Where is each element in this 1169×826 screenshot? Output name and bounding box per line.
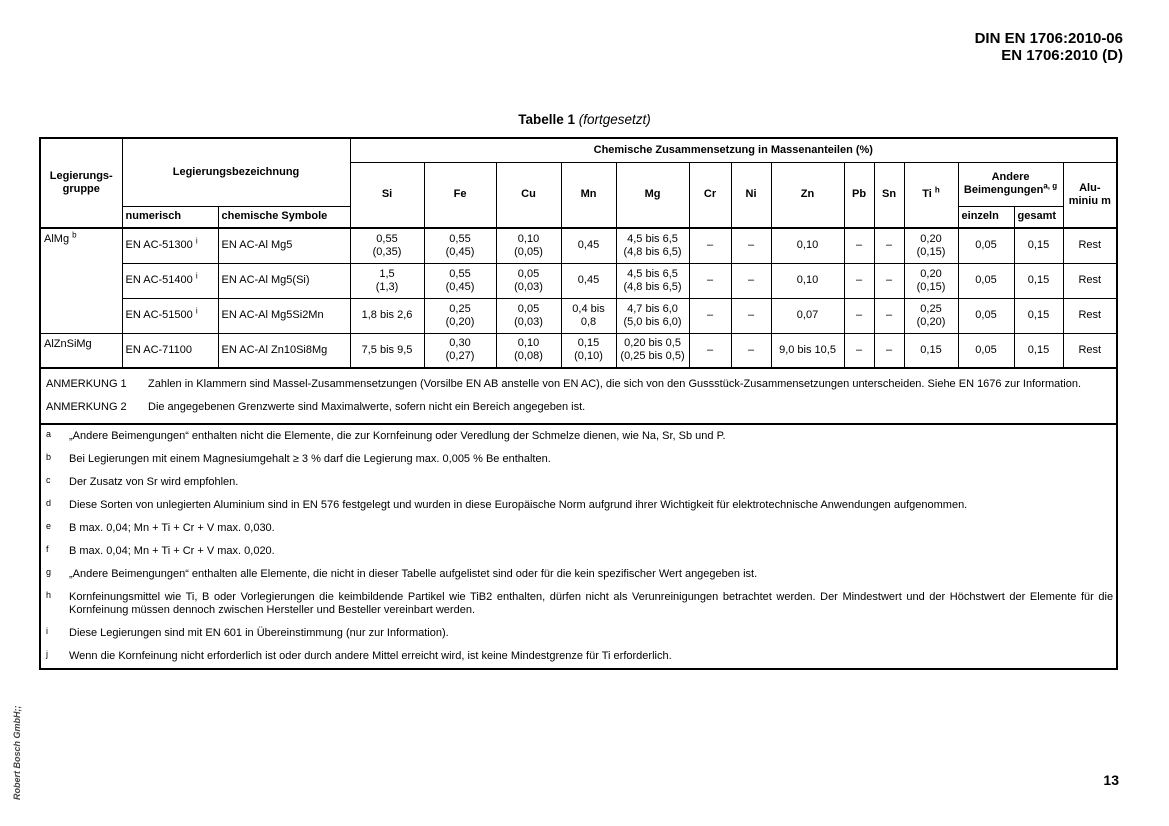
value-ti: 0,15 — [904, 333, 958, 368]
value-cu: 0,10 (0,08) — [496, 333, 561, 368]
header-element-sn: Sn — [874, 162, 904, 228]
alloy-symbols: EN AC-Al Mg5(Si) — [218, 263, 350, 298]
alloy-group: AlMg $^b$ — [40, 228, 122, 333]
footnote-mark: g — [46, 567, 52, 577]
table-caption — [0, 112, 1169, 127]
header-element-cr: Cr — [689, 162, 731, 228]
header-other-impurities: Andere Beimengungen$^{a, g}$ — [958, 162, 1063, 206]
header-group: Legierungs-gruppe — [40, 138, 122, 228]
value-ni: – — [731, 333, 771, 368]
footnote-text: B max. 0,04; Mn + Ti + Cr + V max. 0,020. — [69, 545, 275, 557]
footnote-mark: h — [46, 590, 52, 600]
footnote-ref: h — [934, 185, 940, 195]
footnote-mark: e — [46, 521, 52, 531]
value-total: 0,15 — [1014, 333, 1063, 368]
footnote-mark: d — [46, 498, 52, 508]
footnote — [40, 494, 1117, 517]
value-single: 0,05 — [958, 333, 1014, 368]
alloy-group: AlZnSiMg — [40, 333, 122, 368]
footnote-ref: i — [195, 236, 198, 246]
value-mg: 4,7 bis 6,0 (5,0 bis 6,0) — [616, 298, 689, 333]
value-single: 0,05 — [958, 228, 1014, 263]
value-cr: – — [689, 333, 731, 368]
value-zn: 0,10 — [771, 228, 844, 263]
value-single: 0,05 — [958, 298, 1014, 333]
alloy-symbols: EN AC-Al Mg5Si2Mn — [218, 298, 350, 333]
value-aluminium: Rest — [1063, 228, 1117, 263]
value-cr: – — [689, 228, 731, 263]
notes-block — [40, 368, 1117, 424]
header-element-mn: Mn — [561, 162, 616, 228]
value-ni: – — [731, 228, 771, 263]
alloy-numeric: EN AC-71100 — [122, 333, 218, 368]
value-cu: 0,05 (0,03) — [496, 298, 561, 333]
note — [46, 396, 1111, 419]
value-fe: 0,25 (0,20) — [424, 298, 496, 333]
value-mn: 0,45 — [561, 263, 616, 298]
value-ni: – — [731, 263, 771, 298]
header-chemical-symbols: chemische Symbole — [218, 206, 350, 228]
value-fe: 0,55 (0,45) — [424, 263, 496, 298]
footnote-text: Diese Sorten von unlegierten Aluminium sind in EN 576 festgelegt und wurden in diese Europäische Norm aufgrund ihrer Wichtigkeit für elektrotechnische Anwendungen aufgenommen. — [69, 499, 968, 511]
standard-id-en: EN 1706:2010 (D) — [1001, 47, 1123, 64]
footnote-text: Bei Legierungen mit einem Magnesiumgehalt ≥ 3 % darf die Legierung max. 0,005 % Be enthalten. — [69, 453, 551, 465]
note-label: ANMERKUNG 2 — [46, 401, 127, 413]
footnote — [40, 563, 1117, 586]
footnote-mark: j — [46, 649, 48, 659]
footnote-text: „Andere Beimengungen“ enthalten alle Elemente, die nicht in dieser Tabelle aufgelistet sind oder für die kein spezifischer Wert angegeben ist. — [69, 568, 758, 580]
value-zn: 0,10 — [771, 263, 844, 298]
header-total: gesamt — [1014, 206, 1063, 228]
footnote-ref: i — [195, 306, 198, 316]
value-zn: 0,07 — [771, 298, 844, 333]
header-single: einzeln — [958, 206, 1014, 228]
value-mg: 4,5 bis 6,5 (4,8 bis 6,5) — [616, 228, 689, 263]
footnote — [40, 622, 1117, 645]
value-fe: 0,30 (0,27) — [424, 333, 496, 368]
footnote-ref: a, g — [1043, 181, 1058, 191]
note-text: Zahlen in Klammern sind Massel-Zusammensetzungen (Vorsilbe EN AB anstelle von EN AC), die sich von den Gussstück-Zusammensetzungen unterscheiden. Siehe EN 1676 zur Information. — [148, 378, 1082, 390]
header-element-si: Si — [350, 162, 424, 228]
alloy-symbols: EN AC-Al Zn10Si8Mg — [218, 333, 350, 368]
value-single: 0,05 — [958, 263, 1014, 298]
value-cu: 0,10 (0,05) — [496, 228, 561, 263]
value-ni: – — [731, 298, 771, 333]
value-fe: 0,55 (0,45) — [424, 228, 496, 263]
value-ti: 0,20 (0,15) — [904, 228, 958, 263]
footnote-mark: i — [46, 626, 48, 636]
document-header — [975, 30, 1123, 64]
value-aluminium: Rest — [1063, 333, 1117, 368]
footnote-text: Kornfeinungsmittel wie Ti, B oder Vorlegierungen die keimbildende Partikel wie TiB2 enthalten, dürfen nicht als Verunreinigungen betrachtet werden. Der Mindestwert und der Höchstwert der Elemente für die Kornfeinung müssen dennoch zwischen Hersteller und Besteller vereinbart werden. — [69, 591, 1114, 616]
note-label: ANMERKUNG 1 — [46, 378, 127, 390]
footnote-text: B max. 0,04; Mn + Ti + Cr + V max. 0,030. — [69, 522, 275, 534]
page-number: 13 — [1103, 772, 1119, 788]
value-zn: 9,0 bis 10,5 — [771, 333, 844, 368]
value-mn: 0,4 bis 0,8 — [561, 298, 616, 333]
value-pb: – — [844, 298, 874, 333]
value-sn: – — [874, 263, 904, 298]
table-row — [40, 263, 1117, 298]
value-total: 0,15 — [1014, 298, 1063, 333]
header-element-cu: Cu — [496, 162, 561, 228]
footnote-ref: b — [72, 230, 77, 240]
value-aluminium: Rest — [1063, 263, 1117, 298]
watermark-side-text: Robert Bosch GmbH;; — [12, 705, 22, 800]
value-si: 7,5 bis 9,5 — [350, 333, 424, 368]
value-ti: 0,25 (0,20) — [904, 298, 958, 333]
value-cr: – — [689, 263, 731, 298]
value-mn: 0,15 (0,10) — [561, 333, 616, 368]
footnote-mark: f — [46, 544, 49, 554]
header-element-ni: Ni — [731, 162, 771, 228]
value-mn: 0,45 — [561, 228, 616, 263]
header-element-fe: Fe — [424, 162, 496, 228]
table-row — [40, 298, 1117, 333]
footnote-mark: c — [46, 475, 51, 485]
table-row — [40, 228, 1117, 263]
value-pb: – — [844, 263, 874, 298]
value-sn: – — [874, 298, 904, 333]
footnote — [40, 517, 1117, 540]
alloy-numeric: EN AC-51400 $^i$ — [122, 263, 218, 298]
header-element-zn: Zn — [771, 162, 844, 228]
value-ti: 0,20 (0,15) — [904, 263, 958, 298]
value-mg: 0,20 bis 0,5 (0,25 bis 0,5) — [616, 333, 689, 368]
alloy-numeric: EN AC-51300 $^i$ — [122, 228, 218, 263]
value-si: 0,55 (0,35) — [350, 228, 424, 263]
header-chemical-composition: Chemische Zusammensetzung in Massenanteilen (%) — [350, 138, 1117, 162]
footnote — [40, 540, 1117, 563]
value-pb: – — [844, 228, 874, 263]
footnote-mark: a — [46, 429, 52, 439]
value-si: 1,5 (1,3) — [350, 263, 424, 298]
value-si: 1,8 bis 2,6 — [350, 298, 424, 333]
composition-table — [39, 137, 1118, 670]
value-cr: – — [689, 298, 731, 333]
header-designation: Legierungsbezeichnung — [122, 138, 350, 206]
value-total: 0,15 — [1014, 228, 1063, 263]
value-cu: 0,05 (0,03) — [496, 263, 561, 298]
value-sn: – — [874, 228, 904, 263]
value-mg: 4,5 bis 6,5 (4,8 bis 6,5) — [616, 263, 689, 298]
header-element-mg: Mg — [616, 162, 689, 228]
table-row — [40, 333, 1117, 368]
footnote — [40, 471, 1117, 494]
footnote-text: Diese Legierungen sind mit EN 601 in Übereinstimmung (nur zur Information). — [69, 627, 449, 639]
header-element-ti: Ti $^h$ — [904, 162, 958, 228]
footnote — [40, 586, 1117, 622]
caption-continued: (fortgesetzt) — [578, 112, 651, 127]
header-aluminium: Alu-miniu m — [1063, 162, 1117, 228]
footnote — [40, 448, 1117, 471]
alloy-numeric: EN AC-51500 $^i$ — [122, 298, 218, 333]
value-total: 0,15 — [1014, 263, 1063, 298]
note-text: Die angegebenen Grenzwerte sind Maximalwerte, sofern nicht ein Bereich angegeben ist. — [148, 401, 586, 413]
footnote — [40, 645, 1117, 669]
standard-id: DIN EN 1706:2010-06 — [974, 30, 1123, 47]
header-element-pb: Pb — [844, 162, 874, 228]
note — [46, 373, 1111, 396]
value-aluminium: Rest — [1063, 298, 1117, 333]
footnote-text: „Andere Beimengungen“ enthalten nicht die Elemente, die zur Kornfeinung oder Veredlung der Schmelze dienen, wie Na, Sr, Sb und P. — [69, 430, 726, 442]
value-pb: – — [844, 333, 874, 368]
footnote-text: Der Zusatz von Sr wird empfohlen. — [69, 476, 239, 488]
footnote-mark: b — [46, 452, 52, 462]
footnote-ref: i — [195, 271, 198, 281]
alloy-symbols: EN AC-Al Mg5 — [218, 228, 350, 263]
value-sn: – — [874, 333, 904, 368]
header-numeric: numerisch — [122, 206, 218, 228]
footnote-text: Wenn die Kornfeinung nicht erforderlich ist oder durch andere Mittel erreicht wird, ist keine Mindestgrenze für Ti erforderlich. — [69, 650, 672, 662]
caption-title: Tabelle 1 — [518, 112, 575, 127]
footnote — [40, 424, 1117, 448]
